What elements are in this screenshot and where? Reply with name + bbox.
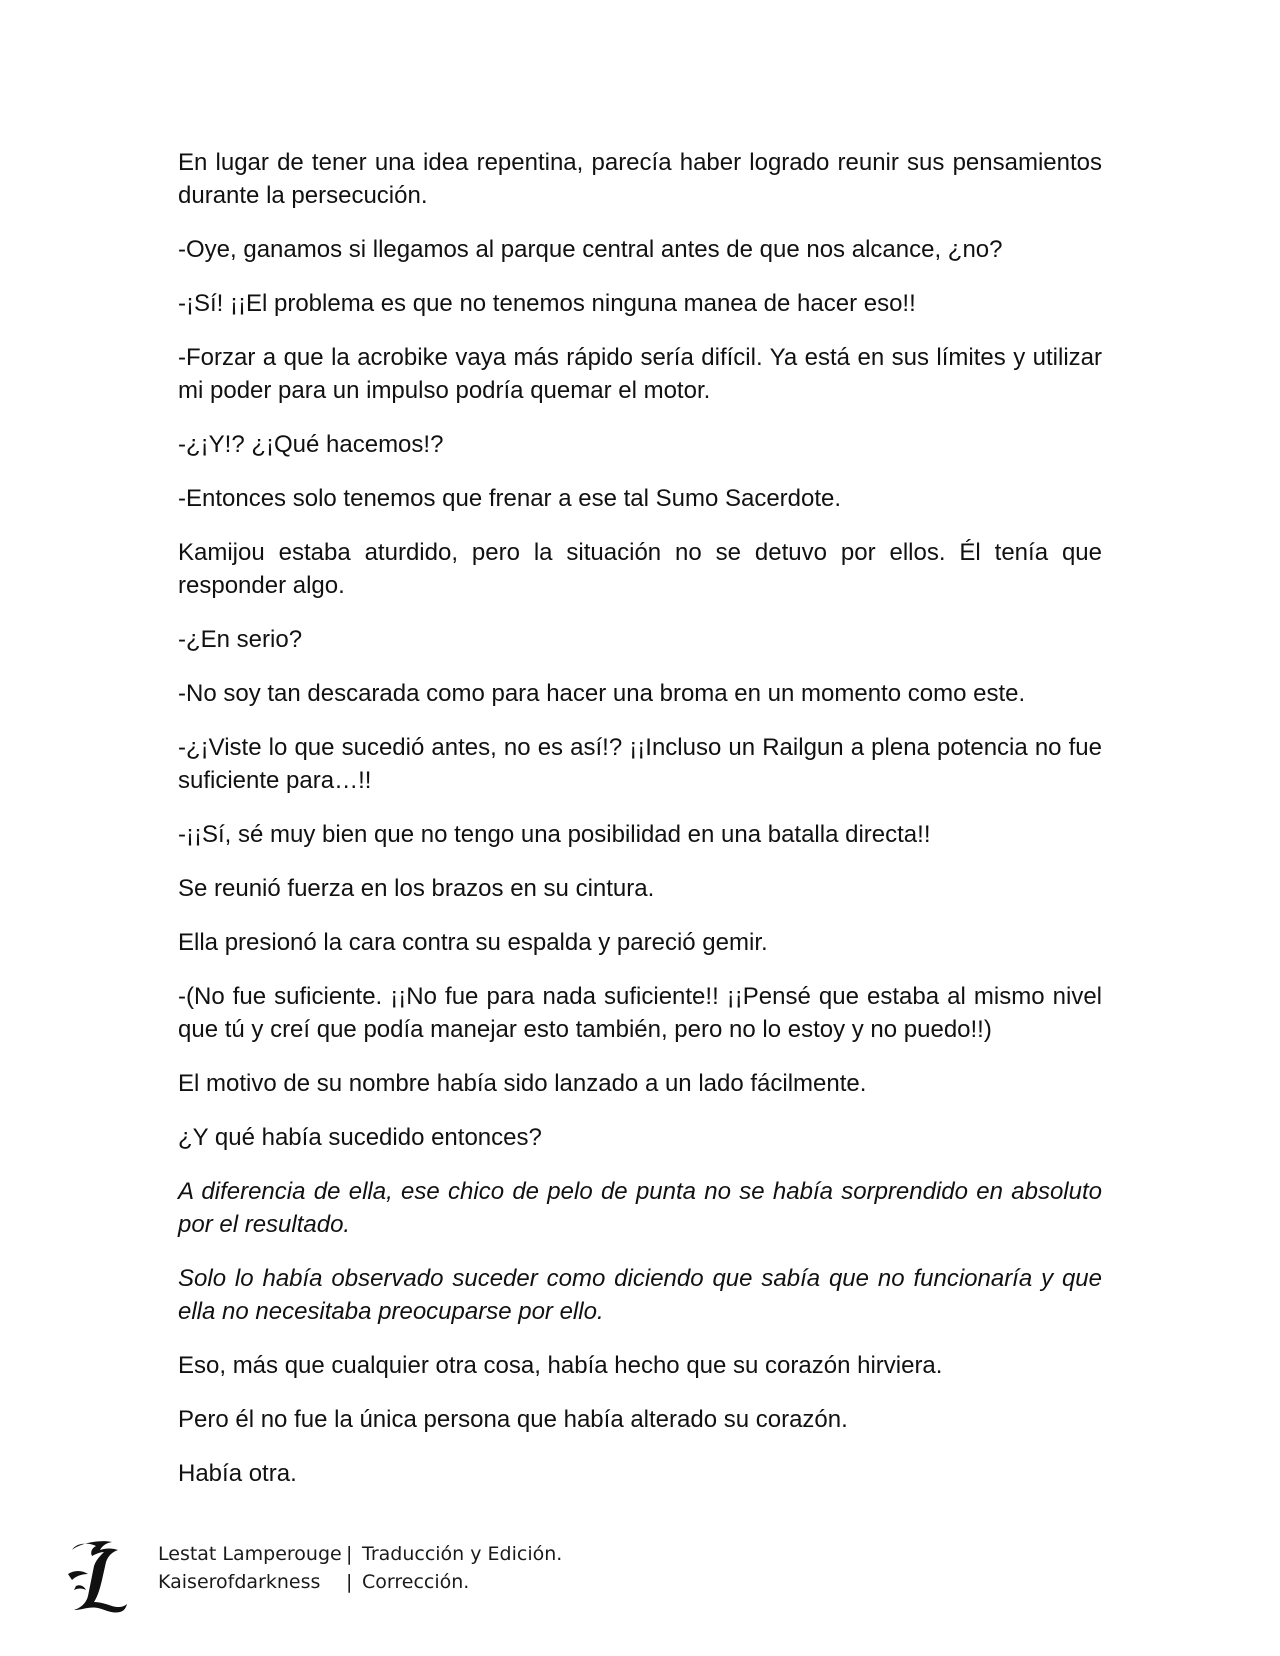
page-body <box>178 146 1102 1511</box>
paragraph: -(No fue suficiente. ¡¡No fue para nada suficiente!! ¡¡Pensé que estaba al mismo nivel que tú y creí que podía manejar esto también, pero no lo estoy y no puedo!!) <box>178 983 1102 1043</box>
page-footer <box>66 1540 766 1620</box>
credits-block <box>158 1540 562 1596</box>
credit-role: Corrección. <box>362 1571 470 1593</box>
credit-line <box>158 1568 562 1596</box>
paragraph: Ella presionó la cara contra su espalda y pareció gemir. <box>178 929 768 956</box>
paragraph-italic: A diferencia de ella, ese chico de pelo de punta no se había sorprendido en absoluto por el resultado. <box>178 1178 1102 1238</box>
gothic-letter-l-icon <box>66 1540 128 1618</box>
paragraph: Kamijou estaba aturdido, pero la situación no se detuvo por ellos. Él tenía que responder algo. <box>178 539 1102 599</box>
credit-name: Kaiserofdarkness <box>158 1571 321 1593</box>
paragraph: -¡Sí! ¡¡El problema es que no tenemos ninguna manea de hacer eso!! <box>178 290 916 317</box>
paragraph: -No soy tan descarada como para hacer una broma en un momento como este. <box>178 680 1026 707</box>
paragraph: Eso, más que cualquier otra cosa, había hecho que su corazón hirviera. <box>178 1352 943 1379</box>
paragraph-italic: Solo lo había observado suceder como diciendo que sabía que no funcionaría y que ella no necesitaba preocuparse por ello. <box>178 1265 1102 1325</box>
credit-separator: | <box>346 1543 353 1565</box>
paragraph: Pero él no fue la única persona que había alterado su corazón. <box>178 1406 848 1433</box>
paragraph: -¿¡Viste lo que sucedió antes, no es así!? ¡¡Incluso un Railgun a plena potencia no fue suficiente para…!! <box>178 734 1102 794</box>
credit-line <box>158 1540 562 1568</box>
paragraph: -Oye, ganamos si llegamos al parque central antes de que nos alcance, ¿no? <box>178 236 1003 263</box>
credit-name: Lestat Lamperouge <box>158 1543 342 1565</box>
paragraph: -¿¡Y!? ¿¡Qué hacemos!? <box>178 431 444 458</box>
paragraph: -Forzar a que la acrobike vaya más rápido sería difícil. Ya está en sus límites y utilizar mi poder para un impulso podría quemar el motor. <box>178 344 1102 404</box>
paragraph: Había otra. <box>178 1460 297 1487</box>
paragraph: -Entonces solo tenemos que frenar a ese tal Sumo Sacerdote. <box>178 485 842 512</box>
credit-separator: | <box>346 1571 353 1593</box>
paragraph: ¿Y qué había sucedido entonces? <box>178 1124 542 1151</box>
paragraph: -¿En serio? <box>178 626 303 653</box>
credit-role: Traducción y Edición. <box>362 1543 563 1565</box>
paragraph: Se reunió fuerza en los brazos en su cintura. <box>178 875 655 902</box>
paragraph: En lugar de tener una idea repentina, parecía haber logrado reunir sus pensamientos durante la persecución. <box>178 149 1102 209</box>
paragraph: El motivo de su nombre había sido lanzado a un lado fácilmente. <box>178 1070 867 1097</box>
paragraph: -¡¡Sí, sé muy bien que no tengo una posibilidad en una batalla directa!! <box>178 821 931 848</box>
